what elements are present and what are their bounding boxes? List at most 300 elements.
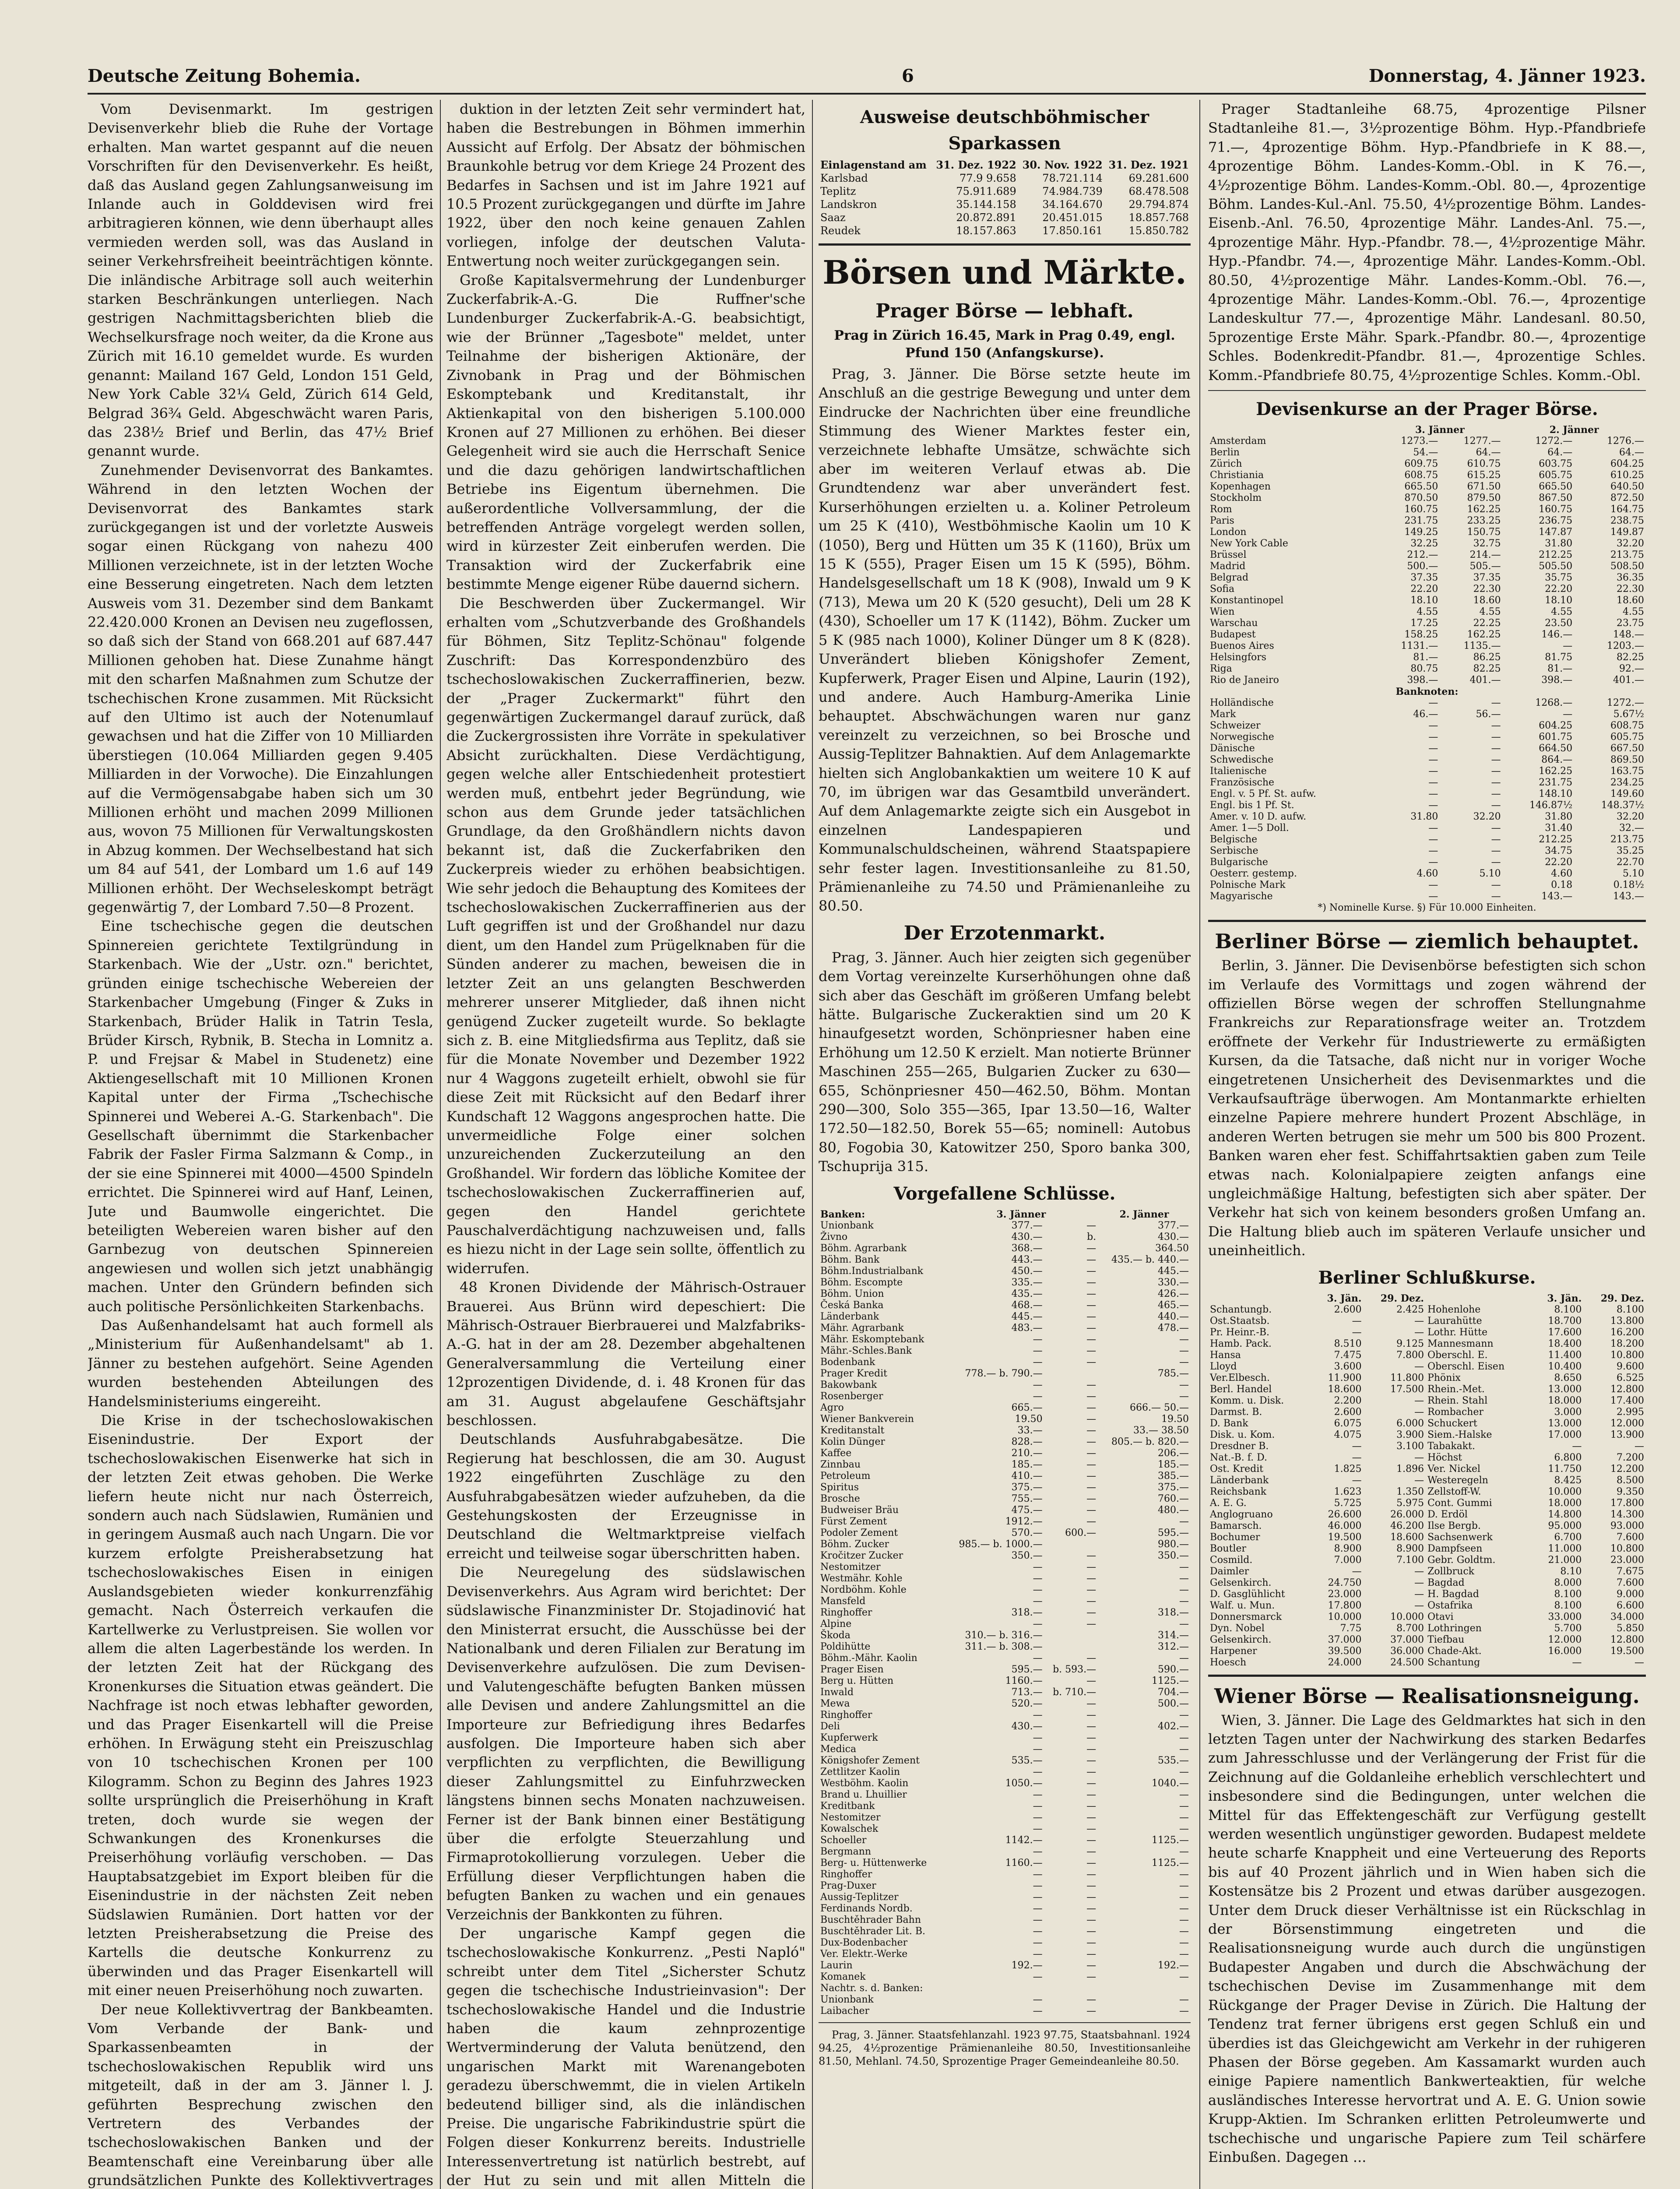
erzotenmarkt-title: Der Erzotenmarkt. — [903, 922, 1106, 944]
schluesse-row-cell: Ringhoffer — [820, 1607, 872, 1618]
schlusskurse-cell: 23.000 — [1610, 1554, 1644, 1566]
schluesse-row-cell: Aussig-Teplitzer — [820, 1891, 899, 1903]
savings-row-cell: 34.164.670 — [1042, 198, 1103, 211]
schluesse-row-cell: 210.— — [1011, 1447, 1043, 1459]
devisen-row-cell: 158.25 — [1404, 629, 1438, 641]
column-3 — [819, 100, 1191, 2189]
schluesse-row-cell: — — [1033, 1618, 1043, 1629]
schlusskurse-cell: Bochumer — [1210, 1531, 1260, 1543]
berliner-schlusskurse-title: Berliner Schlußkurse. — [1318, 1267, 1536, 1288]
schluesse-row-cell — [1044, 1641, 1098, 1653]
schlusskurse-cell: Schuckert — [1427, 1418, 1477, 1429]
banknoten-row-cell: 4.60 — [1416, 868, 1438, 880]
schlusskurse-cell: Oberschl. Eisen — [1427, 1361, 1505, 1372]
schluesse-row-cell: 426.— — [1158, 1288, 1189, 1299]
devisen-row-cell: 37.35 — [1410, 572, 1438, 584]
schlusskurse-cell: 8.650 — [1554, 1372, 1582, 1383]
schlusskurse-row — [1208, 1623, 1646, 1634]
schluesse-row-cell: — — [1033, 1743, 1043, 1755]
schlusskurse-cell: H. Bagdad — [1427, 1588, 1479, 1600]
savings-row-cell: Saaz — [820, 211, 846, 224]
schluesse-row — [819, 1960, 1191, 1971]
schluesse-row-cell: 206.— — [1158, 1447, 1189, 1459]
schlusskurse-cell: Lloyd — [1210, 1361, 1237, 1372]
schlusskurse-cell: Bagdad — [1427, 1577, 1465, 1588]
schluesse-row — [819, 1846, 1191, 1858]
schlusskurse-cell: 5.975 — [1396, 1497, 1424, 1509]
devisen-row — [1208, 641, 1646, 652]
schluesse-row-cell: — — [1086, 1789, 1097, 1800]
schluesse-row-cell: — — [1086, 1595, 1097, 1607]
schluesse-row-cell: Rosenberger — [820, 1390, 883, 1402]
schluesse-row-cell: — — [1086, 1755, 1097, 1766]
schluesse-row-cell: Ringhoffer — [820, 1709, 872, 1721]
schluesse-row-cell: Škoda — [820, 1629, 851, 1641]
banknoten-row — [1208, 766, 1646, 777]
devisen-row-cell: 212.— — [1407, 549, 1438, 561]
schluesse-row-cell: — — [1086, 1573, 1097, 1584]
schlusskurse-cell: 7.200 — [1617, 1452, 1644, 1463]
devisen-row-cell: 870.50 — [1404, 493, 1438, 504]
schluesse-row-cell: — — [1033, 1390, 1043, 1402]
schlusskurse-cell: 23.000 — [1328, 1588, 1362, 1600]
schlusskurse-cell: Nat.-B. f. D. — [1210, 1452, 1267, 1463]
schluesse-row-cell: Inwald — [820, 1686, 854, 1698]
banknoten-row-cell: — — [1491, 788, 1501, 800]
devisen-row-cell: 879.50 — [1467, 493, 1501, 504]
savings-row-cell: Teplitz — [820, 185, 856, 197]
savings-row-cell: 29.794.874 — [1128, 198, 1189, 211]
schluesse-row — [819, 1414, 1191, 1425]
devisen-row-cell: Paris — [1210, 515, 1234, 527]
schlusskurse-cell: 11.000 — [1548, 1543, 1582, 1554]
schlusskurse-cell: Hohenlohe — [1427, 1304, 1481, 1315]
schlusskurse-cell: 18.200 — [1610, 1338, 1644, 1349]
schluesse-row-cell: 760.— — [1158, 1493, 1189, 1504]
schluesse-row-cell: — — [1179, 1891, 1189, 1903]
banknoten-row-cell: 4.60 — [1551, 868, 1573, 880]
devisen-row-cell: Sofia — [1210, 584, 1235, 595]
schlusskurse-cell: 11.900 — [1328, 1372, 1362, 1383]
schluesse-row — [819, 1869, 1191, 1880]
devisen-row-cell: Stockholm — [1210, 493, 1262, 504]
savings-col-header: 30. Nov. 1922 — [1022, 158, 1103, 171]
schluesse-row-cell: Prager Eisen — [820, 1664, 884, 1675]
schlusskurse-cell: 18.700 — [1548, 1315, 1582, 1327]
banknoten-row-cell: 149.60 — [1610, 788, 1644, 800]
schluesse-row-cell: Česká Banka — [820, 1299, 884, 1311]
devisen-row-cell: 54.— — [1413, 447, 1438, 458]
schluesse-row — [819, 1232, 1191, 1243]
savings-row-cell: 35.144.158 — [956, 198, 1016, 211]
devisen-col-header: 3. Jänner — [1415, 424, 1465, 436]
banknoten-row — [1208, 823, 1646, 834]
devisen-row-cell: 398.— — [1407, 675, 1438, 686]
banknoten-row — [1208, 709, 1646, 720]
devisen-row-cell: 86.25 — [1473, 652, 1501, 663]
banknoten-row-cell: — — [1428, 777, 1438, 788]
banknoten-row-cell: Amer. 1—5 Doll. — [1210, 823, 1289, 834]
schluesse-row-cell: Budweiser Bräu — [820, 1504, 899, 1516]
schluesse-row — [819, 1823, 1191, 1835]
schlusskurse-cell: 8.900 — [1334, 1543, 1362, 1554]
schluesse-row-cell: — — [1179, 1573, 1189, 1584]
schlusskurse-cell: 1.350 — [1396, 1486, 1424, 1497]
schluesse-row-cell: 377.— — [1011, 1220, 1043, 1231]
banknoten-row-cell: 0.18½ — [1613, 880, 1644, 891]
schluesse-row-cell: — — [1033, 1652, 1043, 1664]
schluesse-row-cell: — — [1179, 1516, 1189, 1527]
banknoten-row-cell: Französische — [1210, 777, 1275, 788]
schlusskurse-cell: 7.000 — [1334, 1554, 1362, 1566]
schluesse-row-cell: — — [1086, 1482, 1097, 1493]
schluesse-row-cell: — — [1033, 1880, 1043, 1891]
banknoten-row — [1208, 845, 1646, 857]
schluesse-row-cell: — — [1033, 1345, 1043, 1356]
schluesse-row-cell: — — [1086, 1675, 1097, 1686]
schluesse-row-cell: — — [1086, 1265, 1097, 1277]
schl-col-header — [1426, 1293, 1533, 1304]
devisen-row — [1208, 584, 1646, 595]
devisen-row-cell: 23.50 — [1545, 618, 1573, 629]
schlusskurse-cell: 8.10 — [1560, 1566, 1582, 1577]
schlusskurse-cell: 46.000 — [1328, 1520, 1362, 1531]
schlusskurse-cell: Reichsbank — [1210, 1486, 1267, 1497]
schlusskurse-cell: 6.000 — [1396, 1418, 1424, 1429]
banknoten-row — [1208, 811, 1646, 823]
schluesse-row-cell: — — [1086, 1413, 1097, 1425]
schluesse-row-cell: — — [1033, 1994, 1043, 2005]
devisen-row-cell: 1203.— — [1607, 641, 1644, 652]
banknoten-row-cell: Belgische — [1210, 834, 1258, 845]
prager-boerse-title: Prager Börse — lebhaft. — [875, 300, 1134, 322]
banknoten-row-cell: 667.50 — [1610, 743, 1644, 754]
schluesse-row-cell: — — [1086, 1823, 1097, 1834]
schluesse-row-cell: Ringhoffer — [820, 1869, 872, 1880]
schluesse-row-cell: Böhm. Union — [820, 1288, 884, 1299]
schluesse-row — [819, 1721, 1191, 1732]
savings-row-cell: 74.984.739 — [1042, 185, 1103, 197]
savings-row-cell: 20.872.891 — [956, 211, 1016, 224]
devisen-row-cell: 18.60 — [1617, 595, 1644, 606]
devisen-row — [1208, 618, 1646, 629]
schluesse-row-cell: 318.— — [1011, 1607, 1043, 1618]
schluesse-row — [819, 1482, 1191, 1493]
schluesse-row-cell: — — [1033, 1709, 1043, 1721]
schluesse-row-cell: 828.— — [1011, 1436, 1043, 1447]
banknoten-row-cell: 143.— — [1541, 891, 1573, 902]
schluesse-row-cell: Böhm.Industrialbank — [820, 1265, 924, 1277]
savings-col-header: Einlagenstand am — [820, 158, 927, 171]
devisen-row-cell: 92.— — [1619, 663, 1644, 675]
schluesse-row-cell: 1142.— — [1005, 1834, 1043, 1846]
devisen-row-cell: 872.50 — [1610, 493, 1644, 504]
banknoten-row-cell: — — [1491, 777, 1501, 788]
schluesse-row-cell: — — [1086, 1834, 1097, 1846]
schlusskurse-row — [1208, 1589, 1646, 1600]
banknoten-row-cell: 664.50 — [1539, 743, 1573, 754]
schluesse-row-cell: — — [1086, 1220, 1097, 1231]
schluesse-row-cell: Kaffee — [820, 1447, 852, 1459]
schluesse-row-cell: 185.— — [1158, 1459, 1189, 1470]
devisen-row-cell: 164.75 — [1610, 504, 1644, 515]
schluesse-row-cell: — — [1033, 1971, 1043, 1982]
schlusskurse-cell: Höchst — [1427, 1452, 1462, 1463]
schluesse-row-cell: 483.— — [1011, 1322, 1043, 1334]
banknoten-row-cell: — — [1491, 754, 1501, 766]
schluesse-row — [819, 1789, 1191, 1801]
schlusskurse-cell: Gelsenkirch. — [1210, 1577, 1272, 1588]
schlusskurse-cell: — — [1414, 1588, 1424, 1600]
schlusskurse-cell: 7.600 — [1617, 1577, 1644, 1588]
savings-col-header: 31. Dez. 1921 — [1108, 158, 1189, 171]
schlusskurse-cell: 9.125 — [1396, 1338, 1424, 1349]
schluesse-row-cell: Brand u. Lhuillier — [820, 1789, 907, 1800]
schluesse-row — [819, 1562, 1191, 1573]
banknoten-row-cell: 32.20 — [1473, 811, 1501, 823]
schlusskurse-cell: 8.100 — [1554, 1588, 1582, 1600]
schlusskurse-cell: Berl. Handel — [1210, 1383, 1272, 1395]
schluesse-row-cell: — — [1086, 1447, 1097, 1459]
banknoten-row — [1208, 732, 1646, 743]
devisen-row-cell: 35.75 — [1545, 572, 1573, 584]
schluesse-row-cell: — — [1179, 1584, 1189, 1595]
schluesse-row-cell: — — [1086, 1618, 1097, 1629]
devisen-row-cell: 146.— — [1541, 629, 1573, 641]
schluesse-row-cell: — — [1086, 1891, 1097, 1903]
berliner-boerse-title: Berliner Börse — ziemlich behauptet. — [1215, 929, 1639, 954]
schl-col-header: 3. Jän. — [1327, 1292, 1362, 1304]
schluesse-row-cell: 475.— — [1011, 1504, 1043, 1516]
schluesse-row-cell: 1160.— — [1005, 1675, 1043, 1686]
schluesse-row-cell: — — [1179, 1595, 1189, 1607]
devisen-row-cell: 22.25 — [1473, 618, 1501, 629]
schlusskurse-cell: 8.000 — [1554, 1577, 1582, 1588]
schlusskurse-cell: Schantungb. — [1210, 1304, 1272, 1315]
savings-row-cell: 75.911.689 — [956, 185, 1016, 197]
schluesse-row — [819, 2006, 1191, 2017]
devisen-row — [1208, 652, 1646, 663]
schlusskurse-cell: 8.100 — [1617, 1304, 1644, 1315]
section-rule — [1208, 390, 1646, 391]
banknoten-row-cell: — — [1491, 697, 1501, 709]
section-rule — [819, 2022, 1191, 2023]
devisen-row-cell: 22.20 — [1410, 584, 1438, 595]
banknoten-row-cell: Serbische — [1210, 845, 1258, 857]
devisen-row-cell: 1131.— — [1401, 641, 1438, 652]
schlusskurse-cell: Ver.Elbesch. — [1210, 1372, 1270, 1383]
schluesse-row-cell: Nestomitzer — [820, 1812, 881, 1823]
devisen-row-cell: 32.25 — [1410, 538, 1438, 549]
schluesse-row-cell: — — [1033, 1812, 1043, 1823]
schluesse-row-cell: 375.— — [1158, 1482, 1189, 1493]
banknoten-row-cell: 5.10 — [1479, 868, 1501, 880]
schlusskurse-cell: 18.000 — [1548, 1395, 1582, 1406]
devisen-col-header — [1208, 424, 1377, 436]
banknoten-row-cell: 212.25 — [1539, 834, 1573, 845]
schluesse-row-cell: 314.— — [1158, 1629, 1189, 1641]
devisen-row-cell: 36.35 — [1617, 572, 1644, 584]
schlusskurse-cell: Donnersmarck — [1210, 1611, 1282, 1622]
devisen-row — [1208, 470, 1646, 481]
schluesse-row — [819, 1368, 1191, 1380]
schlusskurse-row — [1208, 1532, 1646, 1543]
schluesse-row-cell: — — [1086, 1652, 1097, 1664]
schlusskurse-row — [1208, 1498, 1646, 1509]
schluesse-row-cell: — — [1086, 1550, 1097, 1561]
schluesse-row-cell: Mähr.-Schles.Bank — [820, 1345, 912, 1356]
article-kollektivvertrag: Der neue Kollektivvertrag der Bankbeamten. Vom Verbande der Bank- und Sparkassenbeamten in der tschechoslowakischen Republik wird uns mitgeteilt, daß in der am 3. Jänner l. J. geführten Besprechung zwischen den Vertretern des Verbandes der tschechoslowakischen Banken und der Beamtenschaft eine Vereinbarung über alle grundsätzlichen Punkte des Kollektivvertrages — [88, 2001, 433, 2189]
schluesse-row-cell: — — [1179, 1356, 1189, 1368]
schlusskurse-cell: Zollbruck — [1427, 1566, 1475, 1577]
devisen-row — [1208, 595, 1646, 606]
banknoten-row-cell: — — [1491, 720, 1501, 732]
devisen-row-cell: 150.75 — [1467, 527, 1501, 538]
schluesse-row-cell: — — [1033, 2005, 1043, 2017]
schlusskurse-cell: 36.000 — [1390, 1645, 1424, 1657]
schluesse-row — [819, 1892, 1191, 1903]
schlusskurse-cell: Anglogruano — [1210, 1509, 1273, 1520]
schlusskurse-row — [1208, 1304, 1646, 1316]
schluesse-row-cell: 364.50 — [1155, 1242, 1189, 1254]
schluesse-row-cell: 1125.— — [1152, 1857, 1189, 1869]
banknoten-row-cell: Bulgarische — [1210, 857, 1268, 868]
schlusskurse-cell: — — [1352, 1315, 1362, 1327]
schluesse-row-cell: — — [1086, 1425, 1097, 1436]
schlusskurse-cell: 11.800 — [1390, 1372, 1424, 1383]
schluesse-row-cell: — — [1086, 1994, 1097, 2005]
banknoten-row-cell: 1272.— — [1607, 697, 1644, 709]
banknoten-row-cell: — — [1491, 834, 1501, 845]
devisen-footnote: *) Nominelle Kurse. §) Für 10.000 Einheiten. — [1318, 902, 1536, 914]
schlusskurse-cell: Cosmild. — [1210, 1554, 1253, 1566]
schluesse-row-cell: 1040.— — [1152, 1777, 1189, 1789]
schlusskurse-cell: 24.750 — [1328, 1577, 1362, 1588]
article-lundenburger: Große Kapitalsvermehrung der Lundenburger Zuckerfabrik-A.-G. Die Ruffner'sche Lundenburger Zuckerfabrik-A.-G. beabsichtigt, wie der Brünner „Tagesbote" meldet, unter Teilnahme der bisherigen Aktionäre, der Zivnobank in Prag und der Böhmischen Eskomptebank und Kreditanstalt, ihr Aktienkapital von den bisherigen 5.100.000 Kronen auf 27 Millionen zu erhöhen. Bei dieser Gelegenheit wird sie auch die Herrschaft Senice und die dazu gehörigen landwirtschaftlichen Betriebe ins Eigentum übernehmen. Die außerordentliche Vollversammlung, der die betreffenden Anträge vorgelegt werden sollen, wird in kürzester Zeit einberufen werden. Die Transaktion wird der Zuckerfabrik eine bestimmte Menge eigener Rübe dauernd sichern. — [446, 271, 805, 593]
devisen-row-cell: 640.50 — [1610, 481, 1644, 493]
schlusskurse-cell: Lothringen — [1427, 1622, 1482, 1634]
schluesse-row — [819, 1971, 1191, 1983]
schluesse-row-cell: 1125.— — [1152, 1834, 1189, 1846]
schlusskurse-cell: Zellstoff-W. — [1427, 1486, 1481, 1497]
schluesse-row-cell — [945, 1983, 1044, 1994]
schlusskurse-cell: Boutler — [1210, 1543, 1246, 1554]
schluesse-row-cell: Medica — [820, 1743, 857, 1755]
devisen-row-cell: 22.30 — [1617, 584, 1644, 595]
schlusskurse-cell: 7.475 — [1334, 1349, 1362, 1361]
schlusskurse-cell: 10.400 — [1548, 1361, 1582, 1372]
devisen-row-cell: 671.50 — [1467, 481, 1501, 493]
schluesse-row-cell: — — [1086, 1732, 1097, 1743]
savings-row-cell: 68.478.508 — [1128, 185, 1189, 197]
schlusskurse-cell: — — [1414, 1475, 1424, 1486]
schluesse-row-cell — [1044, 1368, 1098, 1380]
schluesse-row-cell: — — [1033, 1584, 1043, 1595]
schlusskurse-cell: Walf. u. Mun. — [1210, 1600, 1275, 1611]
schlusskurse-cell: 9.350 — [1617, 1486, 1644, 1497]
schlusskurse-row — [1208, 1429, 1646, 1441]
schluesse-row-cell: Berg u. Hütten — [820, 1675, 894, 1686]
schlusskurse-cell: 37.000 — [1328, 1634, 1362, 1645]
schl-col-header — [1208, 1293, 1313, 1304]
schluesse-row-cell: 595.— — [1011, 1664, 1043, 1675]
schluesse-row — [819, 1539, 1191, 1550]
schluesse-row-cell: Bergmann — [820, 1846, 872, 1857]
schluesse-row-cell: — — [1179, 1880, 1189, 1891]
devisen-row — [1208, 447, 1646, 458]
schluesse-row-cell: — — [1086, 1743, 1097, 1755]
schlusskurse-row — [1208, 1316, 1646, 1327]
devisen-row-cell: 609.75 — [1404, 458, 1438, 470]
schlusskurse-cell: 12.800 — [1610, 1634, 1644, 1645]
savings-row — [819, 211, 1191, 224]
schlusskurse-row — [1208, 1600, 1646, 1612]
schluesse-row — [819, 1334, 1191, 1345]
devisen-row — [1208, 629, 1646, 641]
schluesse-row-cell: — — [1086, 1607, 1097, 1618]
page-number: 6 — [902, 66, 914, 86]
banknoten-row-cell: Italienische — [1210, 766, 1267, 777]
schluesse-row-cell: Königshofer Zement — [820, 1755, 920, 1766]
schluesse-row-cell: Ferdinands Nordb. — [820, 1903, 913, 1914]
devisen-row-cell: 18.10 — [1410, 595, 1438, 606]
schluesse-row-cell: — — [1179, 1903, 1189, 1914]
schluesse-row-cell: — — [1033, 1732, 1043, 1743]
schluesse-row — [819, 1266, 1191, 1277]
schluesse-row — [819, 1835, 1191, 1846]
devisen-row-cell: Warschau — [1210, 618, 1258, 629]
schluesse-row-cell: 535.— — [1011, 1755, 1043, 1766]
schluesse-row-cell: — — [1179, 1743, 1189, 1755]
schlusskurse-cell: 1.825 — [1334, 1463, 1362, 1475]
schluesse-row-cell: 570.— — [1011, 1527, 1043, 1538]
schlusskurse-cell: Rombacher — [1427, 1406, 1483, 1418]
schlusskurse-cell: Rhein.-Met. — [1427, 1383, 1485, 1395]
schluesse-row-cell: Schoeller — [820, 1834, 867, 1846]
schlusskurse-cell: 1.896 — [1396, 1463, 1424, 1475]
devisen-row-cell: 867.50 — [1539, 493, 1573, 504]
banknoten-row-cell: Engl. bis 1 Pf. St. — [1210, 800, 1294, 811]
schlusskurse-cell: — — [1572, 1440, 1582, 1452]
banknoten-row-cell: — — [1428, 754, 1438, 766]
schluesse-row-cell: — — [1179, 1334, 1189, 1345]
devisen-row-cell: Madrid — [1210, 561, 1246, 572]
schluesse-row-cell: — — [1086, 1800, 1097, 1812]
schluesse-row-cell: — — [1033, 1800, 1043, 1812]
banknoten-row-cell: 213.75 — [1610, 834, 1644, 845]
column-4 — [1208, 100, 1646, 2189]
schluesse-row-cell: Kreditbank — [820, 1800, 875, 1812]
schluesse-row-cell: 330.— — [1158, 1277, 1189, 1288]
schluesse-row-cell: — — [1033, 1379, 1043, 1390]
schluesse-row-cell: — — [1086, 1242, 1097, 1254]
schluesse-row-cell — [1044, 1983, 1098, 1994]
devisen-row-cell: 17.25 — [1410, 618, 1438, 629]
devisen-row-cell: Rio de Janeiro — [1210, 675, 1279, 686]
schluesse-row — [819, 1596, 1191, 1607]
banknoten-row-cell: 601.75 — [1539, 732, 1573, 743]
schlusskurse-row — [1208, 1486, 1646, 1498]
schluesse-row-cell: — — [1033, 1766, 1043, 1777]
schlusskurse-cell: 3.900 — [1396, 1429, 1424, 1440]
devisen-row-cell: 505.— — [1469, 561, 1501, 572]
article-braunkohle-cont: duktion in der letzten Zeit sehr vermindert hat, haben die Bestrebungen in Böhmen immerhin Aussicht auf Erfolg. Der Absatz der böhmischen Braunkohle betrug vor dem Kriege 24 Prozent des Bedarfes in Sachsen und ist im Jahre 1921 auf 10.5 Prozent zurückgegangen und dürfte im Jahre 1922, über den noch keine genauen Zahlen vorliegen, infolge der deutschen Valuta-Entwertung noch weiter zurückgegangen sein. — [446, 101, 805, 270]
schlusskurse-cell: — — [1414, 1361, 1424, 1372]
schlusskurse-cell: 8.700 — [1396, 1622, 1424, 1634]
banknoten-row-cell: 162.25 — [1539, 766, 1573, 777]
banknoten-row-cell: 56.— — [1476, 709, 1501, 720]
schluesse-row — [819, 1914, 1191, 1926]
